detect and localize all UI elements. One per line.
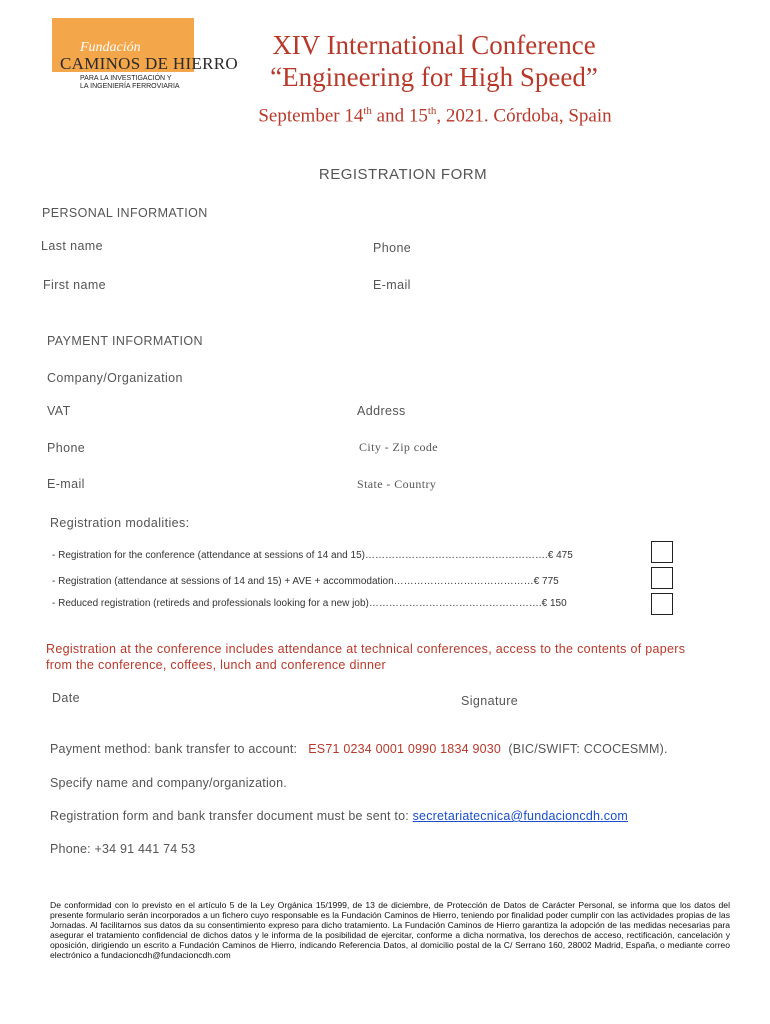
- vat-label: VAT: [47, 404, 71, 418]
- modality-checkbox-reduced[interactable]: [651, 593, 673, 615]
- iban: ES71 0234 0001 0990 1834 9030: [308, 742, 502, 756]
- company-label: Company/Organization: [47, 371, 183, 385]
- date-part2: and 15: [371, 105, 428, 127]
- logo-subtitle: [80, 75, 210, 90]
- send-prefix: Registration form and bank transfer document must be sent to:: [50, 809, 409, 823]
- form-title: REGISTRATION FORM: [318, 166, 488, 183]
- logo-word-fundacion: Fundación: [80, 40, 141, 55]
- personal-phone-label: Phone: [373, 241, 412, 255]
- date-part3: , 2021. Córdoba, Spain: [436, 105, 612, 127]
- address-label: Address: [357, 404, 406, 418]
- logo-name: CAMINOS DE HIERRO: [60, 54, 238, 73]
- payment-method-line: [50, 742, 668, 756]
- modality-item-conference: - Registration for the conference (attendance at sessions of 14 and 15)……………………………………………….€ 475: [52, 550, 573, 561]
- personal-email-label: E-mail: [373, 278, 411, 292]
- send-line: [50, 809, 628, 823]
- bic: (BIC/SWIFT: CCOCESMM).: [508, 742, 668, 756]
- foundation-logo: [52, 18, 238, 98]
- date-sup1: th: [363, 105, 372, 117]
- conference-title-line2: “Engineering for High Speed”: [270, 62, 598, 92]
- modality-checkbox-ave[interactable]: [651, 567, 673, 589]
- last-name-label: Last name: [41, 239, 103, 253]
- logo-subtitle-line2: LA INGENIERÍA FERROVIARIA: [80, 82, 180, 90]
- city-zip-label: City - Zip code: [359, 440, 438, 454]
- date-label: Date: [52, 691, 81, 705]
- specify-line: Specify name and company/organization.: [50, 776, 287, 790]
- modality-item-ave: - Registration (attendance at sessions of 14 and 15) + AVE + accommodation……………………………………€ 775: [52, 576, 559, 587]
- contact-phone: Phone: +34 91 441 74 53: [50, 842, 196, 856]
- logo-subtitle-line1: PARA LA INVESTIGACIÓN Y: [80, 75, 172, 82]
- modality-checkbox-conference[interactable]: [651, 541, 673, 563]
- personal-info-heading: PERSONAL INFORMATION: [42, 206, 208, 220]
- conference-dates: [190, 105, 680, 127]
- secretariat-email-link[interactable]: secretariatecnica@fundacioncdh.com: [412, 809, 629, 823]
- first-name-label: First name: [43, 278, 107, 292]
- conference-title-line1: XIV International Conference: [272, 30, 596, 60]
- payment-email-label: E-mail: [47, 477, 85, 491]
- date-part1: September 14: [258, 105, 364, 127]
- date-sup2: th: [427, 105, 437, 117]
- payment-info-heading: PAYMENT INFORMATION: [47, 334, 203, 348]
- legal-notice: De conformidad con lo previsto en el artículo 5 de la Ley Orgánica 15/1999, de 13 de diciembre, de Protección de Datos de Carácter Personal, se informa que los datos del presente formulario serán incorporados a un fichero cuyo responsable es la Fundación Caminos de Hierro, teniendo por finalidad poder cumplir con las actividades propias de las Jornadas. Al facilitarnos sus datos da su consentimiento expreso para dicho tratamiento. La Fundación Caminos de Hierro garantiza la adopción de las medidas necesarias para asegurar el tratamiento confidencial de dichos datos y le informa de la posibilidad de ejercitar, conforme a dicha normativa, los derechos de acceso, rectificación, cancelación y oposición, dirigiendo un escrito a Fundación Caminos de Hierro, indicando Referencia Datos, al domicilio postal de la C/ Serrano 160, 28002 Madrid, España, o mediante correo electrónico a fundacioncdh@fundacioncdh.com: [50, 900, 730, 960]
- payment-method-prefix: Payment method: bank transfer to account:: [50, 742, 298, 756]
- modalities-heading: Registration modalities:: [50, 516, 190, 530]
- payment-phone-label: Phone: [47, 441, 86, 455]
- modality-item-reduced: - Reduced registration (retireds and professionals looking for a new job)…………………………………………….€ 150: [52, 598, 567, 609]
- registration-note: Registration at the conference includes attendance at technical conferences, access to the contents of papers from the conference, coffees, lunch and conference dinner: [46, 642, 686, 672]
- state-country-label: State - Country: [357, 477, 437, 491]
- signature-label: Signature: [461, 694, 519, 708]
